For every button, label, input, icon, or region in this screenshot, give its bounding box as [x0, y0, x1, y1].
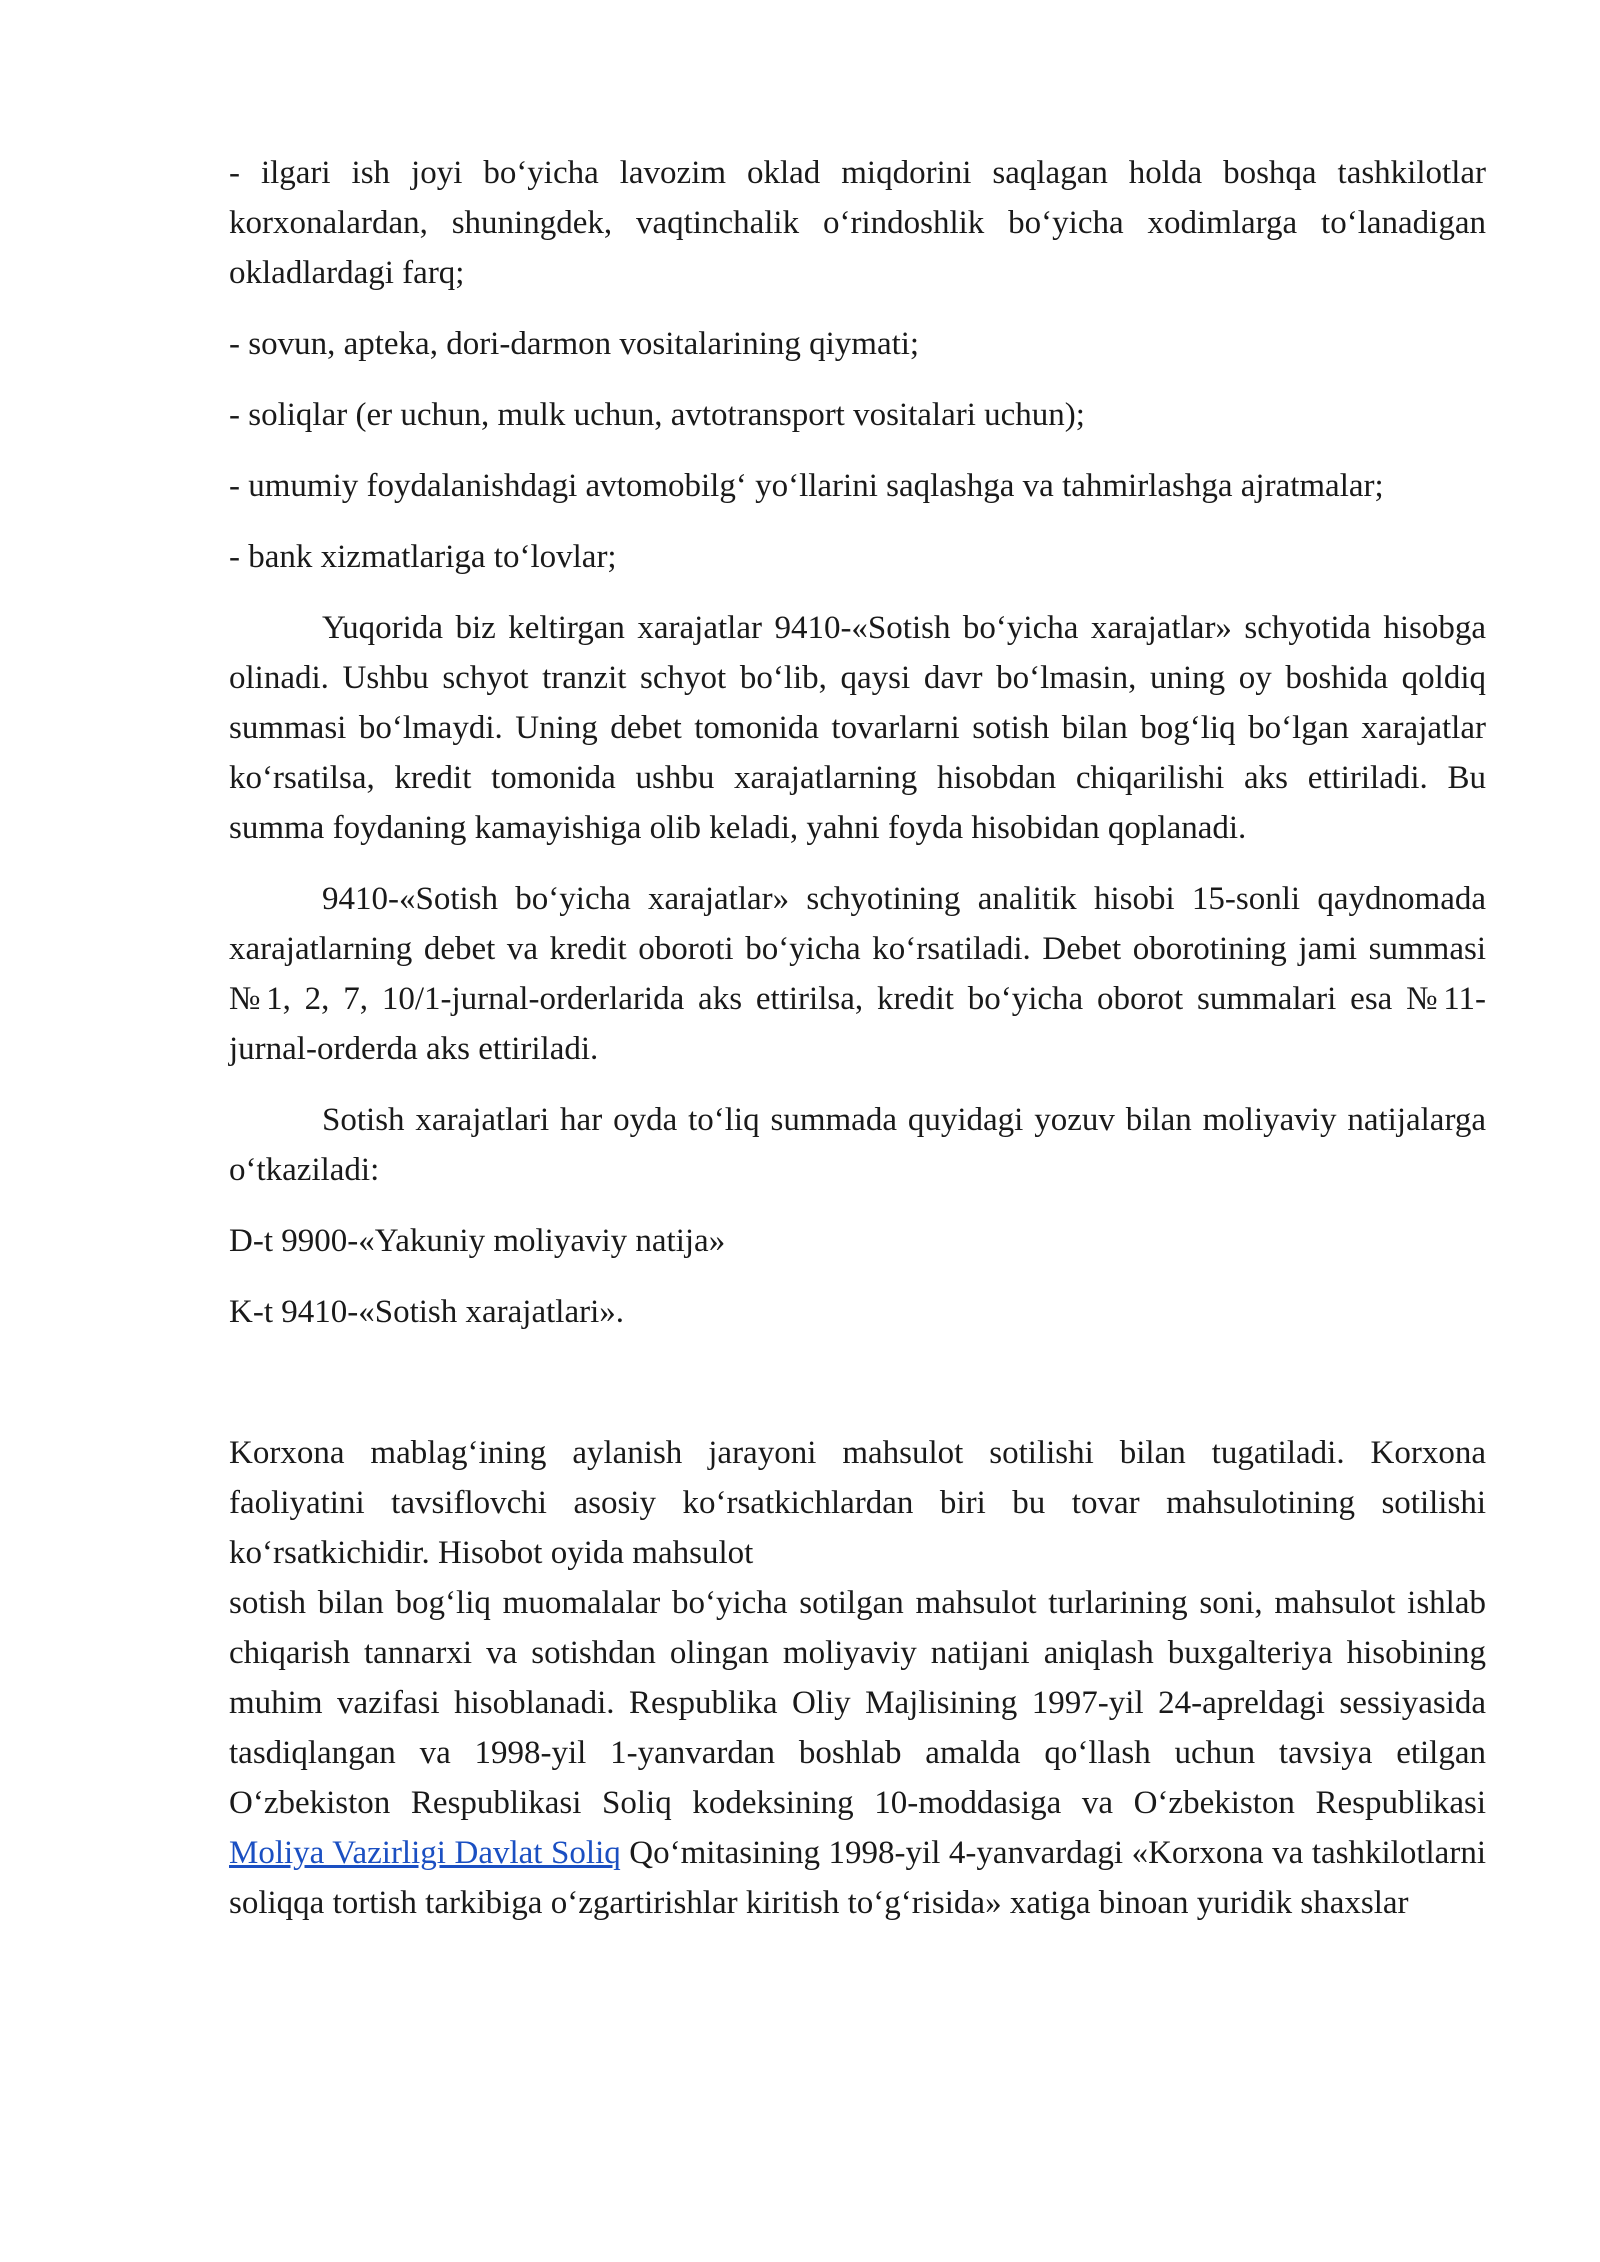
list-item: - soliqlar (er uchun, mulk uchun, avtotransport vositalari uchun); — [229, 397, 1085, 433]
entry-credit: K-t 9410-«Sotish xarajatlari». — [229, 1294, 625, 1330]
paragraph-sales-process-line-1: Korxona mablag‘ining aylanish jarayoni mahsulot sotilishi bilan tugatiladi. Korxona faoliyatini tavsiflovchi asosiy ko‘rsatkichlardan biri bu tovar mahsulotining sotilishi ko‘rsatkichidir. Hisobot oyida mahsulot — [229, 1435, 1486, 1571]
list-item: - ilgari ish joyi bo‘yicha lavozim oklad miqdorini saqlagan holda boshqa tashkilotlar korxonalardan, shuningdek, vaqtinchalik o‘rindoshlik bo‘yicha xodimlarga to‘lanadigan okladlardagi farq; — [229, 155, 1486, 291]
entry-debit: D-t 9900-«Yakuniy moliyaviy natija» — [229, 1223, 726, 1259]
paragraph-sales-process — [229, 1428, 1486, 1578]
tax-committee-link[interactable]: Moliya Vazirligi Davlat Soliq — [229, 1835, 621, 1871]
paragraph-text-after-link: Qo‘mitasining 1998-yil 4-yanvardagi «Korxona va tashkilotlarni soliqqa tortish tarkibiga o‘zgartirishlar kiritish to‘g‘risida» xatiga binoan yuridik shaxslar — [229, 1835, 1486, 1921]
paragraph-text-before-link: sotish bilan bog‘liq muomalalar bo‘yicha sotilgan mahsulot turlarining soni, mahsulot ishlab chiqarish tannarxi va sotishdan olingan moliyaviy natijani aniqlash buxgalteriya hisobining muhim vazifasi hisoblanadi. Respublika Oliy Majlisining 1997-yil 24-apreldagi sessiyasida tasdiqlangan va 1998-yil 1-yanvardan boshlab amalda qo‘llash uchun tavsiya etilgan O‘zbekiston Respublikasi Soliq kodeksining 10-moddasiga va O‘zbekiston Respublikasi — [229, 1585, 1486, 1821]
list-item: - bank xizmatlariga to‘lovlar; — [229, 539, 617, 575]
paragraph-sales-expenses-account: Yuqorida biz keltirgan xarajatlar 9410-«Sotish bo‘yicha xarajatlar» schyotida hisobga olinadi. Ushbu schyot tranzit schyot bo‘lib, qaysi davr bo‘lmasin, uning oy boshida qoldiq summasi bo‘lmaydi. Uning debet tomonida tovarlarni sotish bilan bog‘liq bo‘lgan xarajatlar ko‘rsatilsa, kredit tomonida ushbu xarajatlarning hisobdan chiqarilishi aks ettiriladi. Bu summa foydaning kamayishiga olib keladi, yahni foyda hisobidan qoplanadi. — [229, 610, 1486, 846]
paragraph-sales-process-continued — [229, 1578, 1486, 1928]
list-item: - umumiy foydalanishdagi avtomobilg‘ yo‘llarini saqlashga va tahmirlashga ajratmalar; — [229, 468, 1384, 504]
list-item: - sovun, apteka, dori-darmon vositalarining qiymati; — [229, 326, 920, 362]
section-spacer — [229, 1358, 1486, 1428]
paragraph-monthly-transfer: Sotish xarajatlari har oyda to‘liq summada quyidagi yozuv bilan moliyaviy natijalarga o‘tkaziladi: — [229, 1102, 1486, 1188]
document-body — [229, 148, 1486, 1949]
paragraph-analytic-accounting: 9410-«Sotish bo‘yicha xarajatlar» schyotining analitik hisobi 15-sonli qaydnomada xarajatlarning debet va kredit oboroti bo‘yicha ko‘rsatiladi. Debet oborotining jami summasi №1, 2, 7, 10/1-jurnal-orderlarida aks ettirilsa, kredit bo‘yicha oborot summalari esa №11-jurnal-orderda aks ettiriladi. — [229, 881, 1486, 1067]
